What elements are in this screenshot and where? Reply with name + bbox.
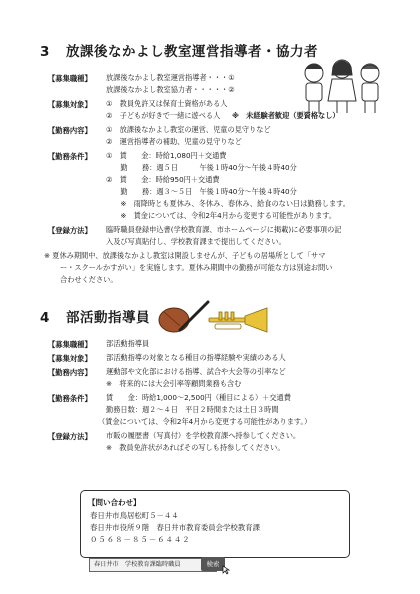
s4-duty-line-1: 運動部や文化部における指導、試合や大会等の引率など <box>106 367 286 376</box>
s4-terms-line-1: 賃 金：時給1,000～2,500円（種目による）＋交通費 <box>106 393 291 402</box>
s4-register-label: 【登録方法】 <box>48 432 92 441</box>
s4-recruit-line-1: 部活動指導員 <box>106 339 150 348</box>
search-input[interactable]: 春日井市 学校教育課臨時職員 <box>89 558 217 572</box>
s3-register-label: 【登録方法】 <box>48 226 92 235</box>
s3-terms-line-3: ② 賃 金：時給950円＋交通費 <box>106 175 220 184</box>
search-button[interactable]: 検索 <box>201 557 225 571</box>
s3-summer-note-1: ※ 夏休み期間中、放課後なかよし教室は開設しませんが、子どもの居場所として「サマ <box>44 251 326 260</box>
s3-terms-line-4: 勤 務：週３～５日 午後１時40分～午後４時40分 <box>106 187 297 196</box>
s4-duty-label: 【勤務内容】 <box>48 368 92 377</box>
s4-duty-line-2: ※ 将来的には大会引率等顧問業務も含む <box>106 379 242 388</box>
s3-recruit-line-2: 放課後なかよし教室協力者・・・・・② <box>106 85 235 94</box>
s3-terms-label: 【勤務条件】 <box>48 152 92 161</box>
s3-target-line-1: ① 教員免許又は保育士資格がある人 <box>106 99 228 108</box>
section4-heading <box>40 306 150 326</box>
s4-terms-line-3: （賃金については、令和2年4月から変更する可能性があります。） <box>98 417 312 426</box>
s3-recruit-label: 【募集職種】 <box>48 74 92 83</box>
section4-number: 4 <box>40 310 50 326</box>
s3-recruit-line-1: 放課後なかよし教室運営指導者・・・① <box>106 73 235 82</box>
s3-summer-note-3: 合わせください。 <box>60 275 118 284</box>
section3-heading <box>40 40 318 60</box>
s4-target-line-1: 部活動指導の対象となる種目の指導経験や実績のある人 <box>106 353 286 362</box>
contact-box <box>80 490 350 568</box>
s3-register-line-2: 入及び写真貼付し、学校教育課まで提出してください。 <box>106 237 286 246</box>
s3-summer-note-2: ー・スクールかすがい」を実施します。夏休み期間中の勤務が可能な方は別途お問い <box>60 263 333 272</box>
s4-target-label: 【募集対象】 <box>48 354 92 363</box>
s3-duty-line-1: ① 放課後なかよし教室の運営、児童の見守りなど <box>106 125 271 134</box>
contact-office: 春日井市役所９階 春日井市教育委員会学校教育課 <box>90 523 260 532</box>
s3-target-label: 【募集対象】 <box>48 100 92 109</box>
s4-register-line-2: ※ 教員免許状があればその写しも持参してください。 <box>106 443 285 452</box>
s3-register-line-1: 臨時職員登録申込書(学校教育課、市ホームページに掲載)に必要事項の記 <box>106 225 342 234</box>
s3-terms-line-6: ※ 賃金については、令和2年4月から変更する可能性があります。 <box>106 211 337 220</box>
trumpet-icon <box>205 306 271 336</box>
baseball-glove-icon <box>150 298 210 338</box>
s3-terms-line-2: 勤 務：週５日 午後１時40分～午後４時40分 <box>106 163 297 172</box>
contact-phone: ０５６８－８５－６４４２ <box>90 535 191 544</box>
section3-title: 放課後なかよし教室運営指導者・協力者 <box>66 44 318 60</box>
contact-address: 春日井市鳥居松町５－４４ <box>90 511 179 520</box>
cursor-hand-icon <box>221 565 231 575</box>
s3-duty-label: 【勤務内容】 <box>48 126 92 135</box>
s3-duty-line-2: ② 運営指導者の補助、児童の見守りなど <box>106 137 242 146</box>
contact-title: 【問い合わせ】 <box>88 498 141 507</box>
s3-terms-line-1: ① 賃 金：時給1,080円＋交通費 <box>106 151 227 160</box>
children-illustration-icon <box>292 55 392 117</box>
section4-title: 部活動指導員 <box>66 310 150 326</box>
s4-register-line-1: 市販の履歴書（写真付）を学校教育課へ持参してください。 <box>106 431 301 440</box>
section3-number: 3 <box>40 44 50 60</box>
s3-target-line-2: ② 子どもが好きで一緒に遊べる人 <box>106 111 221 120</box>
s4-terms-line-2: 勤務日数：週２～４日 平日２時間または土日３時間 <box>106 405 279 414</box>
s4-recruit-label: 【募集職種】 <box>48 340 92 349</box>
s3-terms-line-5: ※ 雨降時とも夏休み、冬休み、春休み、給食のない日は勤務します。 <box>106 199 350 208</box>
s4-terms-label: 【勤務条件】 <box>48 394 92 403</box>
s3-target-note: ※ 未経験者歓迎（要資格なし） <box>232 111 340 120</box>
